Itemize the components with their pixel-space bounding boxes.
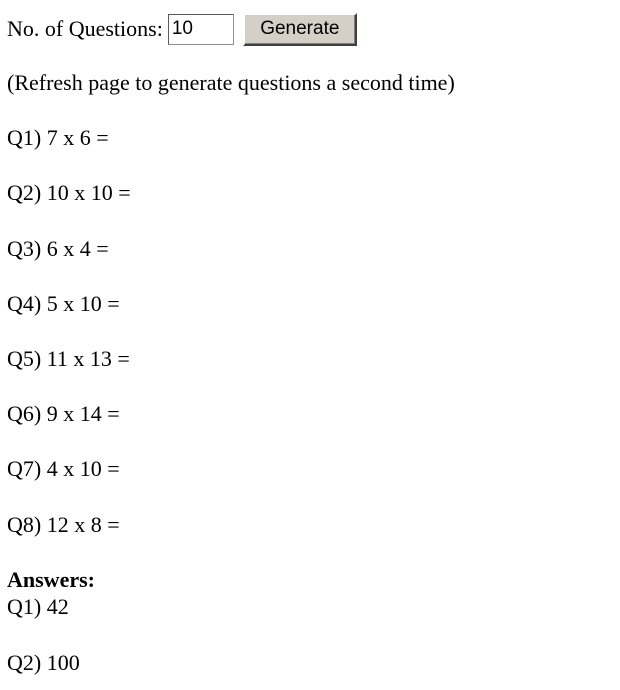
question-item: Q6) 9 x 14 = — [7, 401, 120, 426]
refresh-note: (Refresh page to generate questions a second time) — [7, 70, 455, 95]
generate-button[interactable]: Generate — [243, 13, 357, 46]
question-item: Q7) 4 x 10 = — [7, 456, 120, 481]
question-item: Q8) 12 x 8 = — [7, 512, 120, 537]
question-item: Q4) 5 x 10 = — [7, 291, 120, 316]
answer-item: Q1) 42 — [7, 594, 69, 619]
question-item: Q2) 10 x 10 = — [7, 180, 131, 205]
question-count-form — [7, 13, 357, 45]
answers-heading: Answers: — [7, 567, 95, 592]
question-count-label: No. of Questions: — [7, 16, 163, 41]
question-item: Q3) 6 x 4 = — [7, 236, 109, 261]
answer-item: Q2) 100 — [7, 650, 80, 675]
question-item: Q5) 11 x 13 = — [7, 346, 130, 371]
question-item: Q1) 7 x 6 = — [7, 125, 109, 150]
question-count-input[interactable] — [168, 14, 234, 45]
